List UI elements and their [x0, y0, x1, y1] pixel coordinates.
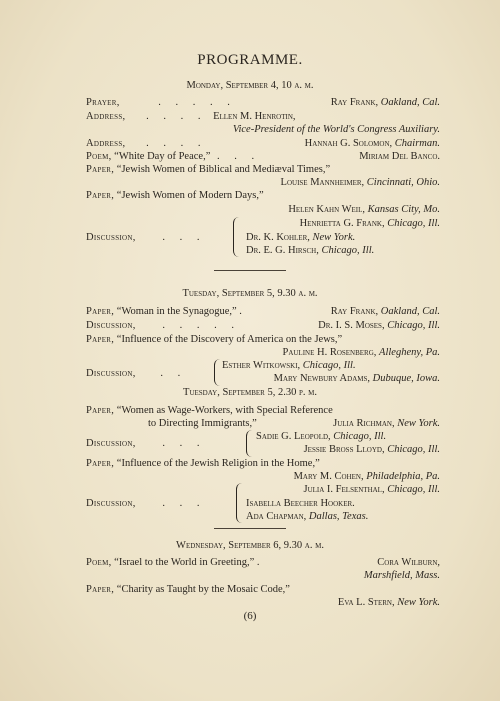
programme-item: Paper, “Jewish Women of Biblical and Mediæval Times,”: [86, 164, 331, 175]
discussant: Henrietta G. Frank, Chicago, Ill.: [299, 218, 440, 229]
session-heading-wednesday: Wednesday, September 6, 9.30 a. m.: [176, 540, 324, 551]
programme-page: PROGRAMME. Monday, September 4, 10 a. m. Prayer, . . . . . Ray Frank, Oakland, Cal. Address, . . . . Ellen M. Henrotin, Vice-President of the World's Congress Auxiliary. Address, . . . . Hannah G. Solomon, Chairman. Poem, “White Day of Peace,” . . . Miriam Del Banco. Paper, “Jewish Women of Biblical and Mediæval Times,” Louise Mannheimer, Cincinnati, Ohio. Paper, “Jewish Women of Modern Days,” Helen Kahn Weil, Kansas City, Mo. Discussion, . . . Henrietta G. Frank, Chicago, Ill. Dr. K. Kohler, New York. Dr. E. G. Hirsch, Chicago, Ill. Tuesday, September 5, 9.30 a. m. Paper, “Woman in the Synagogue,” . Ray Frank, Oakland, Cal. Discussion, . . . . . Dr. I. S. Moses, Chicago, Ill. Paper, “Influence of the Discovery of America on the Jews,” Pauline H. Rosenberg, Allegheny, Pa. Discussion, . . Esther Witkowski, Chicago, Ill. Mary Newbury Adams, Dubuque, Iowa. Tuesday, September 5, 2.30 p. m. Paper, “Women as Wage-Workers, with Special Reference to Directing Immigrants,” Julia Richman, New York. Discussion, . . . Sadie G. Leopold, Chicago, Ill. Jessie Bross Lloyd, Chicago, Ill. Paper, “Influence of the Jewish Religion in the Home,” Mary M. Cohen, Philadelphia, Pa. Discussion, . . . Julia I. Felsenthal, Chicago, Ill. Isabella Beecher Hooker. Ada Chapman, Dallas, Texas. Wednesday, September 6, 9.30 a. m. Poem, “Israel to the World in Greeting,” . Cora Wilburn, Marshfield, Mass. Paper, “Charity as Taught by the Mosaic Code,” Eva L. Stern, New York. (6): [0, 0, 500, 701]
discussant: Mary Newbury Adams, Dubuque, Iowa.: [273, 373, 440, 384]
discussion-label: Discussion, . . .: [86, 232, 206, 243]
programme-item: Poem, “Israel to the World in Greeting,” . Cora Wilburn,: [86, 557, 440, 568]
programme-item-author: Louise Mannheimer, Cincinnati, Ohio.: [280, 177, 440, 188]
programme-item: Discussion, . . . . . Dr. I. S. Moses, Chicago, Ill.: [86, 320, 440, 331]
programme-item: Address, . . . . Hannah G. Solomon, Chairman.: [86, 138, 440, 149]
programme-item-author: to Directing Immigrants,” Julia Richman, New York.: [148, 418, 440, 429]
discussant: Julia I. Felsenthal, Chicago, Ill.: [303, 484, 440, 495]
programme-item: Paper, “Woman in the Synagogue,” . Ray Frank, Oakland, Cal.: [86, 306, 440, 317]
session-heading-tuesday-afternoon: Tuesday, September 5, 2.30 p. m.: [183, 387, 317, 398]
discussion-label: Discussion, . . .: [86, 438, 206, 449]
divider: [214, 528, 286, 529]
discussant: Jessie Bross Lloyd, Chicago, Ill.: [303, 444, 440, 455]
programme-item: Poem, “White Day of Peace,” . . . Miriam Del Banco.: [86, 151, 440, 162]
programme-item-author: Helen Kahn Weil, Kansas City, Mo.: [288, 204, 440, 215]
programme-item: Paper, “Jewish Women of Modern Days,”: [86, 190, 264, 201]
programme-item: Address, . . . . Ellen M. Henrotin,: [86, 111, 296, 122]
programme-item-author: Eva L. Stern, New York.: [337, 597, 440, 608]
programme-item: Paper, “Charity as Taught by the Mosaic Code,”: [86, 584, 290, 595]
divider: [214, 270, 286, 271]
programme-item: Paper, “Women as Wage-Workers, with Special Reference: [86, 405, 333, 416]
discussion-label: Discussion, . . .: [86, 498, 206, 509]
programme-item: Prayer, . . . . . Ray Frank, Oakland, Cal.: [86, 97, 440, 108]
programme-item-author: Pauline H. Rosenberg, Allegheny, Pa.: [282, 347, 440, 358]
programme-item: Paper, “Influence of the Jewish Religion in the Home,”: [86, 458, 320, 469]
programme-item-role: Vice-President of the World's Congress Auxiliary.: [232, 124, 440, 135]
session-heading-monday: Monday, September 4, 10 a. m.: [186, 80, 314, 91]
session-heading-tuesday-morning: Tuesday, September 5, 9.30 a. m.: [182, 288, 318, 299]
discussion-label: Discussion, . .: [86, 368, 187, 379]
programme-item: Paper, “Influence of the Discovery of America on the Jews,”: [86, 334, 343, 345]
programme-item-author: Mary M. Cohen, Philadelphia, Pa.: [293, 471, 440, 482]
programme-item-author: Marshfield, Mass.: [363, 570, 440, 581]
page-title: PROGRAMME.: [197, 52, 303, 68]
page-number: (6): [243, 610, 257, 622]
